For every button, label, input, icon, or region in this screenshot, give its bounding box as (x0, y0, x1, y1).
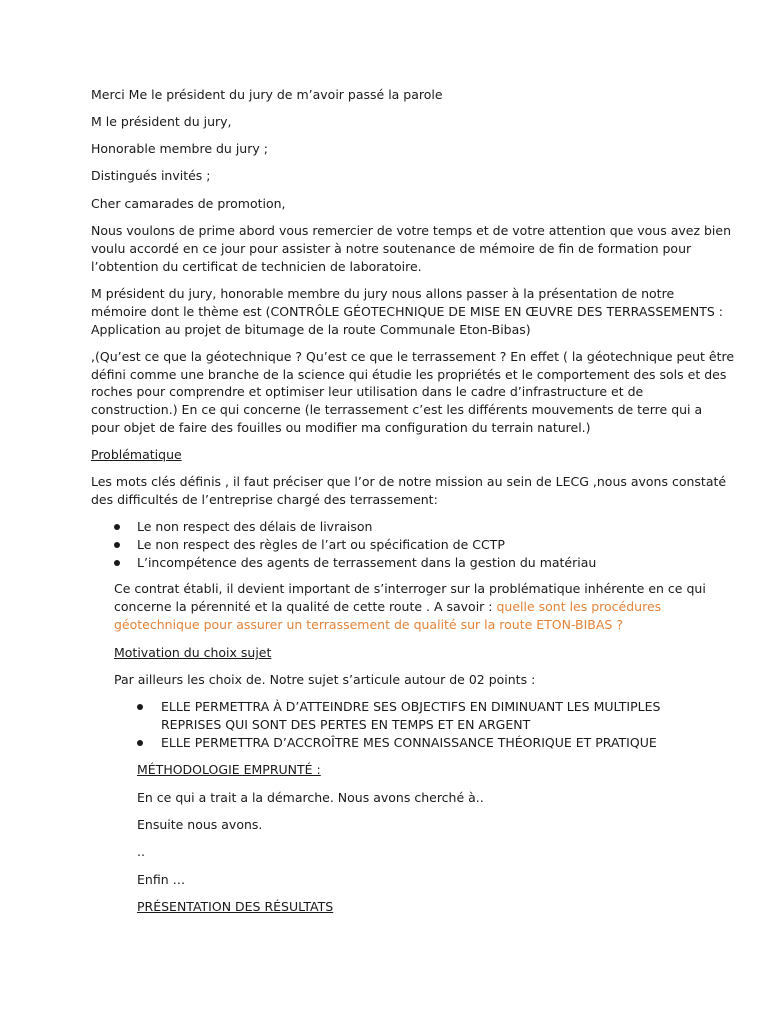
definition-line: ,(Qu’est ce que la géotechnique ? Qu’est ce que le terrassement ? En effet ( la géotechnique peut être (91, 349, 735, 364)
contract-line-text: concerne la pérennité et la qualité de cette route . A savoir : (114, 599, 497, 614)
problematique-heading: Problématique (91, 447, 182, 462)
intro-line: voulu accordé en ce jour pour assister à notre soutenance de mémoire de fin de formation pour (91, 241, 692, 256)
definition-line: roches pour comprendre et optimiser leur utilisation dans le cadre d’infrastructure et de (91, 384, 644, 399)
intro-line: l’obtention du certificat de technicien de laboratoire. (91, 259, 422, 274)
list-item-text: ELLE PERMETTRA D’ACCROÎTRE MES CONNAISSANCE THÉORIQUE ET PRATIQUE (161, 735, 657, 750)
method-line: Enfin … (137, 872, 186, 887)
definition-line: construction.) En ce qui concerne (le terrassement c’est les différents mouvements de terre qui a (91, 402, 703, 417)
list-item (137, 734, 660, 752)
address-president: M le président du jury, (91, 114, 232, 129)
contract-line (114, 598, 661, 616)
theme-line: Application au projet de bitumage de la route Communale Eton-Bibas) (91, 322, 531, 337)
definition-line: défini comme une branche de la science qui étudie les propriétés et le comportement des sols et des (91, 367, 727, 382)
list-item (114, 518, 596, 536)
problem-intro-line: Les mots clés définis , il faut préciser que l’or de notre mission au sein de LECG ,nous avons constaté (91, 474, 727, 489)
research-question-highlight: géotechnique pour assurer un terrassement de qualité sur la route ETON-BIBAS ? (114, 617, 623, 632)
methodologie-heading: MÉTHODOLOGIE EMPRUNTÉ : (137, 762, 321, 777)
bullet-icon (137, 704, 143, 710)
bullet-icon (114, 560, 120, 566)
list-item-text: ELLE PERMETTRA À D’ATTEINDRE SES OBJECTIFS EN DIMINUANT LES MULTIPLES (161, 699, 661, 714)
list-item (114, 536, 596, 554)
motivation-heading: Motivation du choix sujet (114, 645, 272, 660)
method-line: Ensuite nous avons. (137, 817, 263, 832)
greeting-line: Merci Me le président du jury de m’avoir passé la parole (91, 87, 443, 102)
definition-line: pour objet de faire des fouilles ou modifier ma configuration du terrain naturel.) (91, 420, 591, 435)
research-question-highlight: quelle sont les procédures (496, 599, 662, 614)
bullet-icon (114, 542, 120, 548)
motivation-bullet-list (137, 698, 660, 752)
contract-line: Ce contrat établi, il devient important de s’interroger sur la problématique inhérente en ce qui (114, 581, 706, 596)
list-item-text: Le non respect des délais de livraison (137, 519, 373, 534)
method-line: En ce qui a trait a la démarche. Nous avons cherché à.. (137, 790, 484, 805)
address-classmates: Cher camarades de promotion, (91, 196, 286, 211)
bullet-icon (137, 740, 143, 746)
list-item-text: REPRISES QUI SONT DES PERTES EN TEMPS ET EN ARGENT (161, 717, 531, 732)
intro-line: Nous voulons de prime abord vous remercier de votre temps et de votre attention que vous avez bien (91, 223, 732, 238)
address-jury: Honorable membre du jury ; (91, 141, 268, 156)
list-item (137, 698, 660, 734)
theme-line: M président du jury, honorable membre du jury nous allons passer à la présentation de notre (91, 286, 675, 301)
motivation-intro: Par ailleurs les choix de. Notre sujet s’articule autour de 02 points : (114, 672, 536, 687)
problem-intro-line: des difficultés de l’entreprise chargé des terrassement: (91, 492, 438, 507)
problem-bullet-list (114, 518, 596, 572)
list-item-text: Le non respect des règles de l’art ou spécification de CCTP (137, 537, 505, 552)
theme-line: mémoire dont le thème est (CONTRÔLE GÉOTECHNIQUE DE MISE EN ŒUVRE DES TERRASSEMENTS : (91, 304, 723, 319)
method-line: .. (137, 844, 145, 859)
resultats-heading: PRÉSENTATION DES RÉSULTATS (137, 899, 334, 914)
list-item (114, 554, 596, 572)
list-item-text: L’incompétence des agents de terrassement dans la gestion du matériau (137, 555, 597, 570)
bullet-icon (114, 524, 120, 530)
address-guests: Distingués invités ; (91, 168, 211, 183)
